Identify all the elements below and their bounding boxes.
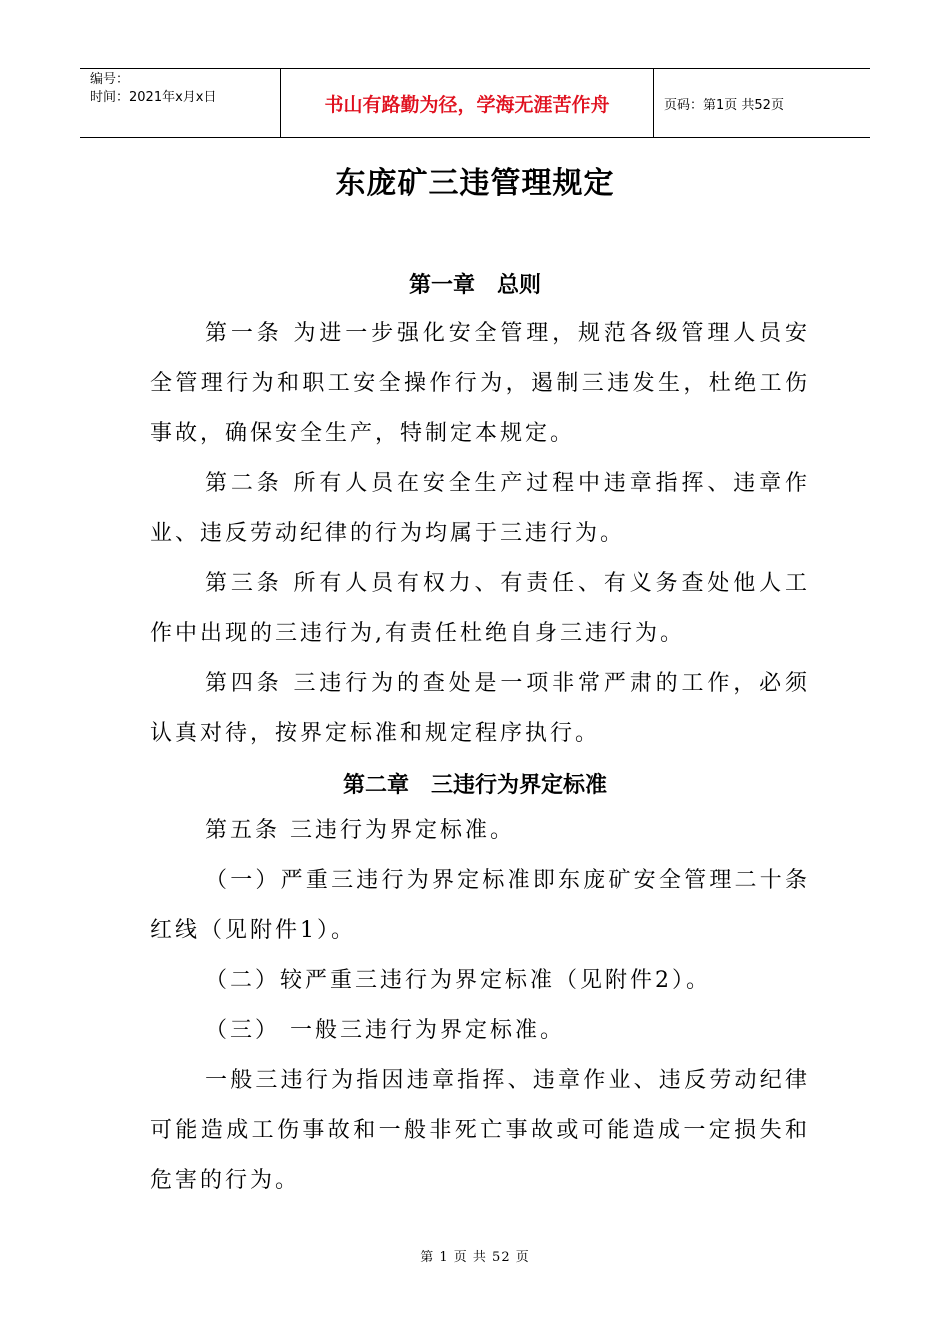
clause-1: （一）严重三违行为界定标准即东庞矿安全管理二十条红线（见附件1）。	[150, 868, 810, 943]
chapter-2-body	[150, 806, 810, 1206]
clause-3: （三） 一般三违行为界定标准。	[205, 1018, 565, 1043]
document-number-label: 编号：	[90, 72, 130, 87]
chapter-1-heading: 第一章 总则	[408, 273, 541, 298]
header-motto: 书山有路勤为径，学海无涯苦作舟	[281, 69, 654, 137]
general-violation-definition: 一般三违行为指因违章指挥、违章作业、违反劳动纪律可能造成工伤事故和一般非死亡事故或可能造成一定损失和危害的行为。	[150, 1068, 810, 1193]
article-2: 第二条 所有人员在安全生产过程中违章指挥、违章作业、违反劳动纪律的行为均属于三违行为。	[150, 471, 810, 546]
article-5: 第五条 三违行为界定标准。	[205, 818, 515, 843]
article-4: 第四条 三违行为的查处是一项非常严肃的工作，必须认真对待，按界定标准和规定程序执行。	[150, 671, 810, 746]
document-header	[80, 68, 870, 138]
page-footer: 第 1 页 共 52 页	[420, 1250, 530, 1265]
chapter-2-heading: 第二章 三违行为界定标准	[342, 773, 607, 798]
document-title: 东庞矿三违管理规定	[335, 166, 615, 201]
chapter-1-body	[150, 309, 810, 759]
document-date-label: 时间：2021年x月x日	[90, 90, 217, 105]
header-page-info: 页码：第1页 共52页	[664, 97, 784, 113]
article-3: 第三条 所有人员有权力、有责任、有义务查处他人工作中出现的三违行为,有责任杜绝自身三违行为。	[150, 571, 810, 646]
clause-2: （二）较严重三违行为界定标准（见附件2）。	[205, 968, 711, 993]
header-meta	[80, 69, 281, 137]
article-1: 第一条 为进一步强化安全管理，规范各级管理人员安全管理行为和职工安全操作行为，遏制三违发生，杜绝工伤事故，确保安全生产，特制定本规定。	[150, 321, 810, 446]
